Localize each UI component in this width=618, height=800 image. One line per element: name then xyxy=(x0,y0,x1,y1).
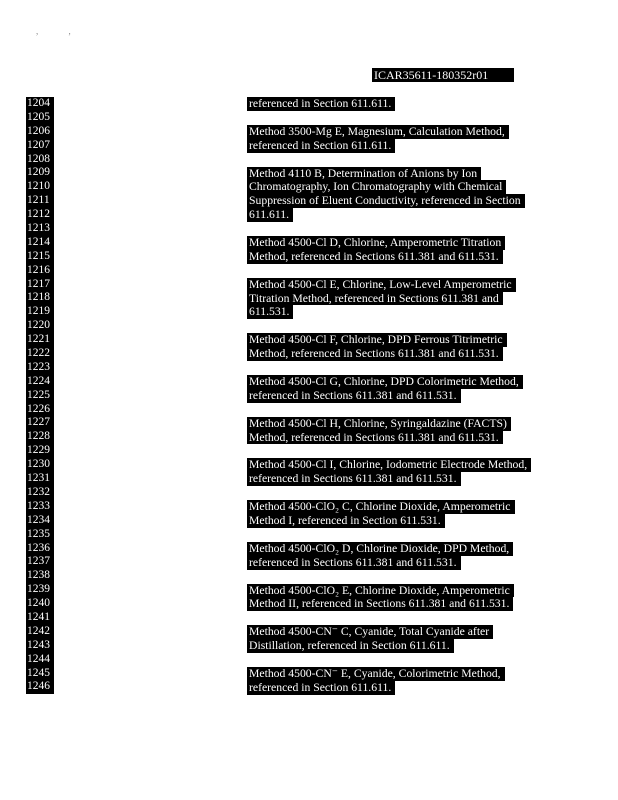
reference-text-line: Suppression of Eluent Conductivity, referenced in Section xyxy=(247,194,525,208)
line-number: 1206 xyxy=(26,125,54,139)
reference-text-line: Titration Method, referenced in Sections 611.381 and xyxy=(247,292,503,306)
reference-text-line: Method 4500-CN⁻ C, Cyanide, Total Cyanide after xyxy=(247,625,493,639)
line-number: 1215 xyxy=(26,250,54,264)
line-number: 1240 xyxy=(26,597,54,611)
line-number: 1228 xyxy=(26,430,54,444)
reference-text-line: Method 4500-CN⁻ E, Cyanide, Colorimetric Method, xyxy=(247,667,505,681)
line-number: 1238 xyxy=(26,569,54,583)
line-number: 1204 xyxy=(26,97,54,111)
line-number: 1205 xyxy=(26,111,54,125)
reference-text-line: Method 4500-ClO₂ E, Chlorine Dioxide, Amperometric xyxy=(247,584,514,598)
reference-text-line: Method 4500-ClO₂ C, Chlorine Dioxide, Amperometric xyxy=(247,500,515,514)
reference-entry xyxy=(247,417,511,445)
reference-entry xyxy=(247,625,493,653)
line-number: 1222 xyxy=(26,347,54,361)
reference-text-line: Method, referenced in Sections 611.381 and 611.531. xyxy=(247,250,503,264)
line-number: 1246 xyxy=(26,680,54,694)
reference-text-line: Method 4500-Cl G, Chlorine, DPD Colorimetric Method, xyxy=(247,375,523,389)
reference-text-line: referenced in Sections 611.381 and 611.531. xyxy=(247,556,461,570)
line-number: 1209 xyxy=(26,166,54,180)
reference-entry xyxy=(247,236,505,264)
reference-text-line: Method 3500-Mg E, Magnesium, Calculation Method, xyxy=(247,125,509,139)
line-number: 1210 xyxy=(26,180,54,194)
line-number: 1244 xyxy=(26,653,54,667)
line-number: 1245 xyxy=(26,667,54,681)
line-number: 1237 xyxy=(26,555,54,569)
speck-2: , xyxy=(68,26,71,36)
line-number: 1231 xyxy=(26,472,54,486)
line-number: 1226 xyxy=(26,403,54,417)
reference-text-line: Method 4500-Cl F, Chlorine, DPD Ferrous Titrimetric xyxy=(247,333,507,347)
document-id: ICAR35611-180352r01 xyxy=(372,68,514,82)
reference-entry xyxy=(247,458,531,486)
line-number: 1207 xyxy=(26,139,54,153)
reference-entry xyxy=(247,584,514,612)
line-number: 1221 xyxy=(26,333,54,347)
line-number: 1220 xyxy=(26,319,54,333)
line-number: 1214 xyxy=(26,236,54,250)
scan-specks xyxy=(36,26,99,36)
reference-entry xyxy=(247,667,505,695)
line-number: 1235 xyxy=(26,528,54,542)
line-number: 1239 xyxy=(26,583,54,597)
reference-text-line: Method 4500-Cl E, Chlorine, Low-Level Amperometric xyxy=(247,278,516,292)
line-number: 1225 xyxy=(26,389,54,403)
line-number: 1218 xyxy=(26,291,54,305)
reference-entry xyxy=(247,542,513,570)
reference-text-line: Distillation, referenced in Section 611.611. xyxy=(247,639,454,653)
reference-text-line: referenced in Section 611.611. xyxy=(247,681,395,695)
line-number: 1230 xyxy=(26,458,54,472)
reference-entry xyxy=(247,333,507,361)
line-number: 1232 xyxy=(26,486,54,500)
reference-text-line: Method 4110 B, Determination of Anions by Ion xyxy=(247,167,481,181)
reference-text-line: Method, referenced in Sections 611.381 and 611.531. xyxy=(247,347,503,361)
reference-text-line: Method, referenced in Sections 611.381 and 611.531. xyxy=(247,431,503,445)
reference-text-line: 611.611. xyxy=(247,208,293,222)
reference-entry xyxy=(247,97,395,111)
line-number: 1217 xyxy=(26,278,54,292)
reference-text-line: Method 4500-Cl H, Chlorine, Syringaldazine (FACTS) xyxy=(247,417,511,431)
reference-text-line: Method I, referenced in Section 611.531. xyxy=(247,514,445,528)
reference-text-line: referenced in Section 611.611. xyxy=(247,139,395,153)
reference-entry xyxy=(247,167,525,223)
line-number-column xyxy=(26,97,54,694)
line-number: 1229 xyxy=(26,444,54,458)
reference-text-line: Method 4500-Cl I, Chlorine, Iodometric Electrode Method, xyxy=(247,458,531,472)
reference-text-line: Chromatography, Ion Chromatography with Chemical xyxy=(247,180,506,194)
line-number: 1208 xyxy=(26,153,54,167)
reference-entry xyxy=(247,500,515,528)
line-number: 1234 xyxy=(26,514,54,528)
line-number: 1216 xyxy=(26,264,54,278)
reference-text-line: Method 4500-Cl D, Chlorine, Amperometric Titration xyxy=(247,236,505,250)
line-number: 1211 xyxy=(26,194,54,208)
line-number: 1243 xyxy=(26,639,54,653)
line-number: 1241 xyxy=(26,611,54,625)
line-number: 1227 xyxy=(26,416,54,430)
line-number: 1242 xyxy=(26,625,54,639)
reference-text-line: 611.531. xyxy=(247,305,293,319)
reference-entry xyxy=(247,375,523,403)
line-number: 1212 xyxy=(26,208,54,222)
reference-entry xyxy=(247,278,516,320)
reference-text-line: Method II, referenced in Sections 611.381 and 611.531. xyxy=(247,597,513,611)
line-number: 1219 xyxy=(26,305,54,319)
line-number: 1236 xyxy=(26,542,54,556)
reference-entry xyxy=(247,125,509,153)
line-number: 1223 xyxy=(26,361,54,375)
reference-text-line: referenced in Sections 611.381 and 611.531. xyxy=(247,389,461,403)
line-number: 1213 xyxy=(26,222,54,236)
speck-1: , xyxy=(36,26,39,36)
line-number: 1233 xyxy=(26,500,54,514)
reference-text-line: referenced in Sections 611.381 and 611.531. xyxy=(247,472,461,486)
reference-text-line: Method 4500-ClO₂ D, Chlorine Dioxide, DPD Method, xyxy=(247,542,513,556)
line-number: 1224 xyxy=(26,375,54,389)
reference-text-line: referenced in Section 611.611. xyxy=(247,97,395,111)
